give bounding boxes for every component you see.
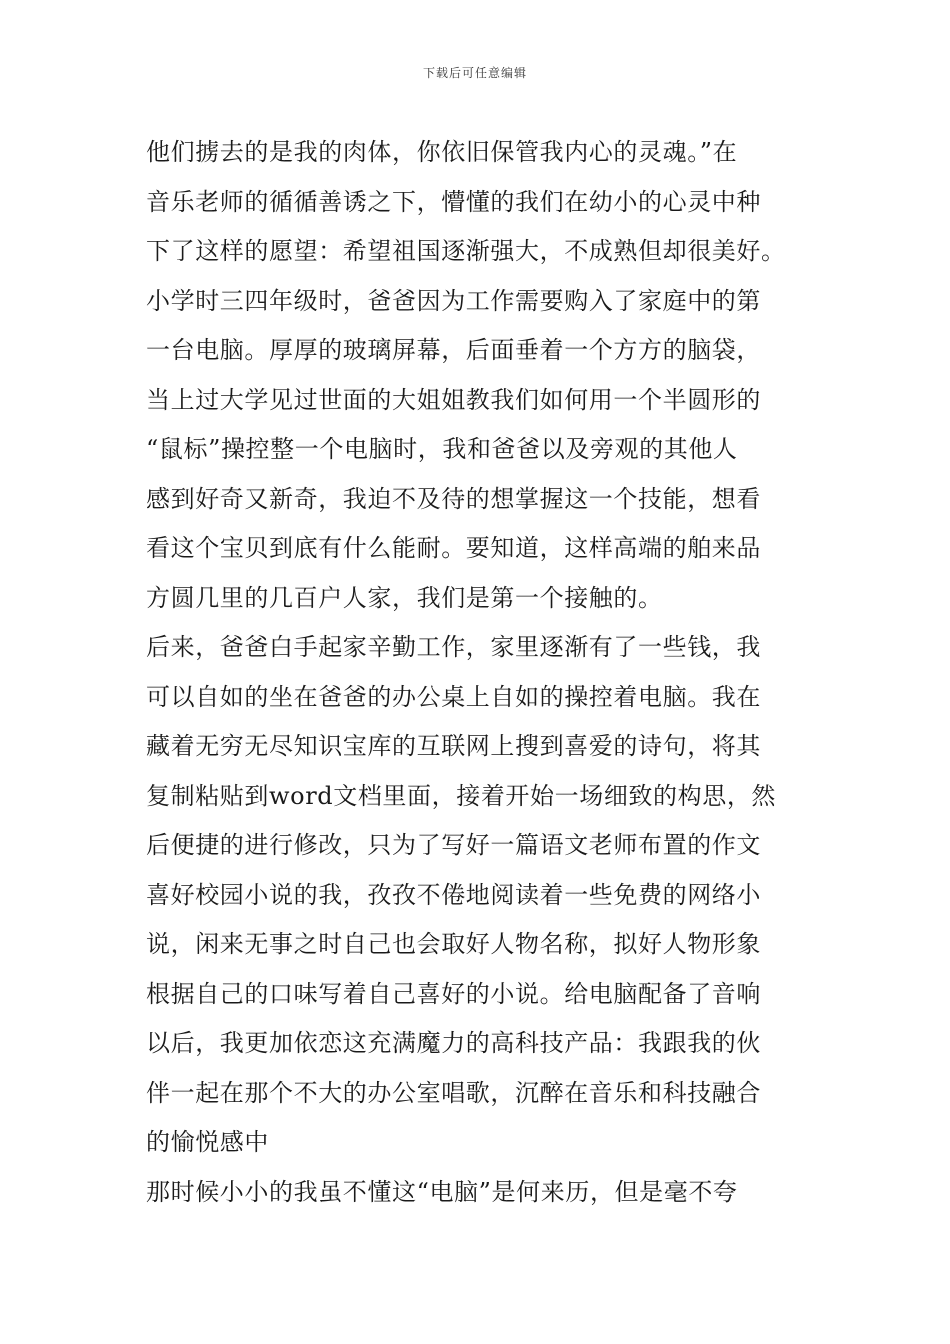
- text-line: 可以自如的坐在爸爸的办公桌上自如的操控着电脑。我在: [146, 682, 761, 711]
- text-line: 感到好奇又新奇，我迫不及待的想掌握这一个技能，想看: [146, 484, 761, 513]
- text-line: 后来，爸爸白手起家辛勤工作，家里逐渐有了一些钱，我: [146, 633, 761, 661]
- text-line: 那时候小小的我虽不懂这“电脑”是何来历，但是毫不夸: [146, 1177, 738, 1206]
- text-line: 伴一起在那个不大的办公室唱歌，沉醉在音乐和科技融合: [146, 1078, 761, 1107]
- text-line: 音乐老师的循循善诱之下，懵懂的我们在幼小的心灵中种: [146, 187, 761, 216]
- text-line: 喜好校园小说的我，孜孜不倦地阅读着一些免费的网络小: [146, 880, 761, 909]
- text-line: 藏着无穷无尽知识宝库的互联网上搜到喜爱的诗句，将其: [146, 732, 761, 760]
- text-line: 说，闲来无事之时自己也会取好人物名称，拟好人物形象: [146, 930, 761, 958]
- text-line: 的愉悦感中: [146, 1128, 269, 1156]
- text-line: 根据自己的口味写着自己喜好的小说。给电脑配备了音响: [146, 979, 761, 1008]
- text-line: 下了这样的愿望：希望祖国逐渐强大，不成熟但却很美好。: [146, 237, 786, 265]
- text-line: 方圆几里的几百户人家，我们是第一个接触的。: [146, 583, 663, 612]
- text-line: 小学时三四年级时，爸爸因为工作需要购入了家庭中的第: [146, 286, 761, 315]
- text-line: 复制粘贴到word文档里面，接着开始一场细致的构思，然: [146, 781, 777, 810]
- text-line: 当上过大学见过世面的大姐姐教我们如何用一个半圆形的: [146, 385, 761, 414]
- text-line: 以后，我更加依恋这充满魔力的高科技产品：我跟我的伙: [146, 1029, 761, 1057]
- text-line: 看这个宝贝到底有什么能耐。要知道，这样高端的舶来品: [146, 534, 761, 562]
- page-header: 下载后可任意编辑: [422, 66, 527, 80]
- text-line: “鼠标”操控整一个电脑时，我和爸爸以及旁观的其他人: [146, 435, 738, 463]
- text-line: 后便捷的进行修改，只为了写好一篇语文老师布置的作文: [146, 831, 761, 859]
- document-body: [146, 128, 810, 1217]
- text-line: 他们掳去的是我的肉体，你依旧保管我内心的灵魂。”在: [146, 138, 738, 166]
- text-line: 一台电脑。厚厚的玻璃屏幕，后面垂着一个方方的脑袋，: [146, 336, 761, 364]
